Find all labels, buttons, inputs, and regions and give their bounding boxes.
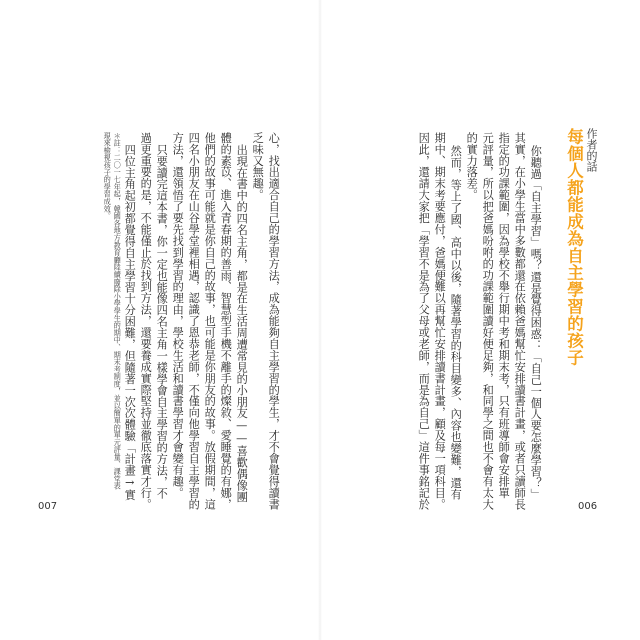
body-line: 的實力落差。	[465, 132, 479, 201]
body-line: 指定的功課範圍，因為學校不舉行期中考和期末考，只有班導師會安排單	[497, 132, 511, 499]
body-line: 他們的故事可能就是你自己的故事，也可能是你朋友的故事。放假期間，這	[203, 132, 217, 510]
body-line: 乏味又無趣。	[251, 132, 265, 201]
footnote-line-2: 現來檢視孩子的學習成效。	[103, 132, 113, 220]
body-line: 其實，在小學生當中多數都還在依賴爸媽幫忙安排讀書計畫，或者只讀師長	[513, 132, 527, 510]
body-line: 期中、期末考要應付，爸媽便難以再幫忙安排讀書計畫，顧及每一項科目。	[433, 132, 447, 510]
body-line: 你聽過「自主學習」嗎？還是覺得困惑：「自己一個人要怎麼學習？」	[529, 145, 543, 500]
page-number-left: 007	[38, 501, 58, 512]
body-line: 出現在書中的四名主角，都是在生活周遭常見的小朋友——喜歡偶像團	[235, 144, 249, 503]
body-line: 元評量，所以把爸媽吩咐的功課範圍讀好便足夠，和同學之間也不會有太大	[481, 132, 495, 510]
body-line: 過更重要的是，不能僅止於找到方法，還要養成實際堅持並徹底落實才行。	[139, 132, 153, 510]
right-page	[320, 0, 640, 640]
page-number-right: 006	[578, 501, 598, 512]
body-line: 因此，還請大家把「學習不是為了父母或老師，而是為自己」這件事銘記於	[417, 132, 431, 510]
body-line: 方法，還領悟了要先找到學習的理由，學校生活和讀書學習才會變有趣。	[171, 132, 185, 499]
body-line: 只要讀完這本書，你一定也能像四名主角一樣學會自主學習的方法，不	[155, 144, 169, 499]
section-kicker: 作者的話	[585, 128, 598, 172]
page-title: 每個人都能成為自主學習的孩子	[564, 128, 584, 366]
body-line: 體的素苡、進入青春期的善雨、智慧型手機不離手的燦敘、愛睡覺的有娜，	[219, 132, 233, 510]
body-line: 四名小朋友在山谷學堂裡相遇，認識了恩恭老師，不僅向他學習自主學習的	[187, 132, 201, 510]
footnote-line-1: ＊註：二〇一七年起，韓國各地方教育廳陸續廢除小學學生的期中、期末考制度，並以簡單的單元評量、課堂表	[113, 132, 123, 490]
body-line: 四位主角起初都覺得自主學習十分困難，但隨著一次次體驗「計畫→實	[123, 144, 137, 501]
body-line: 心，找出適合自己的學習方法，成為能夠自主學習的學生，才不會覺得讀書	[267, 132, 281, 510]
body-line: 然而，等上了國、高中以後，隨著學習的科目變多、內容也變難，還有	[449, 145, 463, 500]
